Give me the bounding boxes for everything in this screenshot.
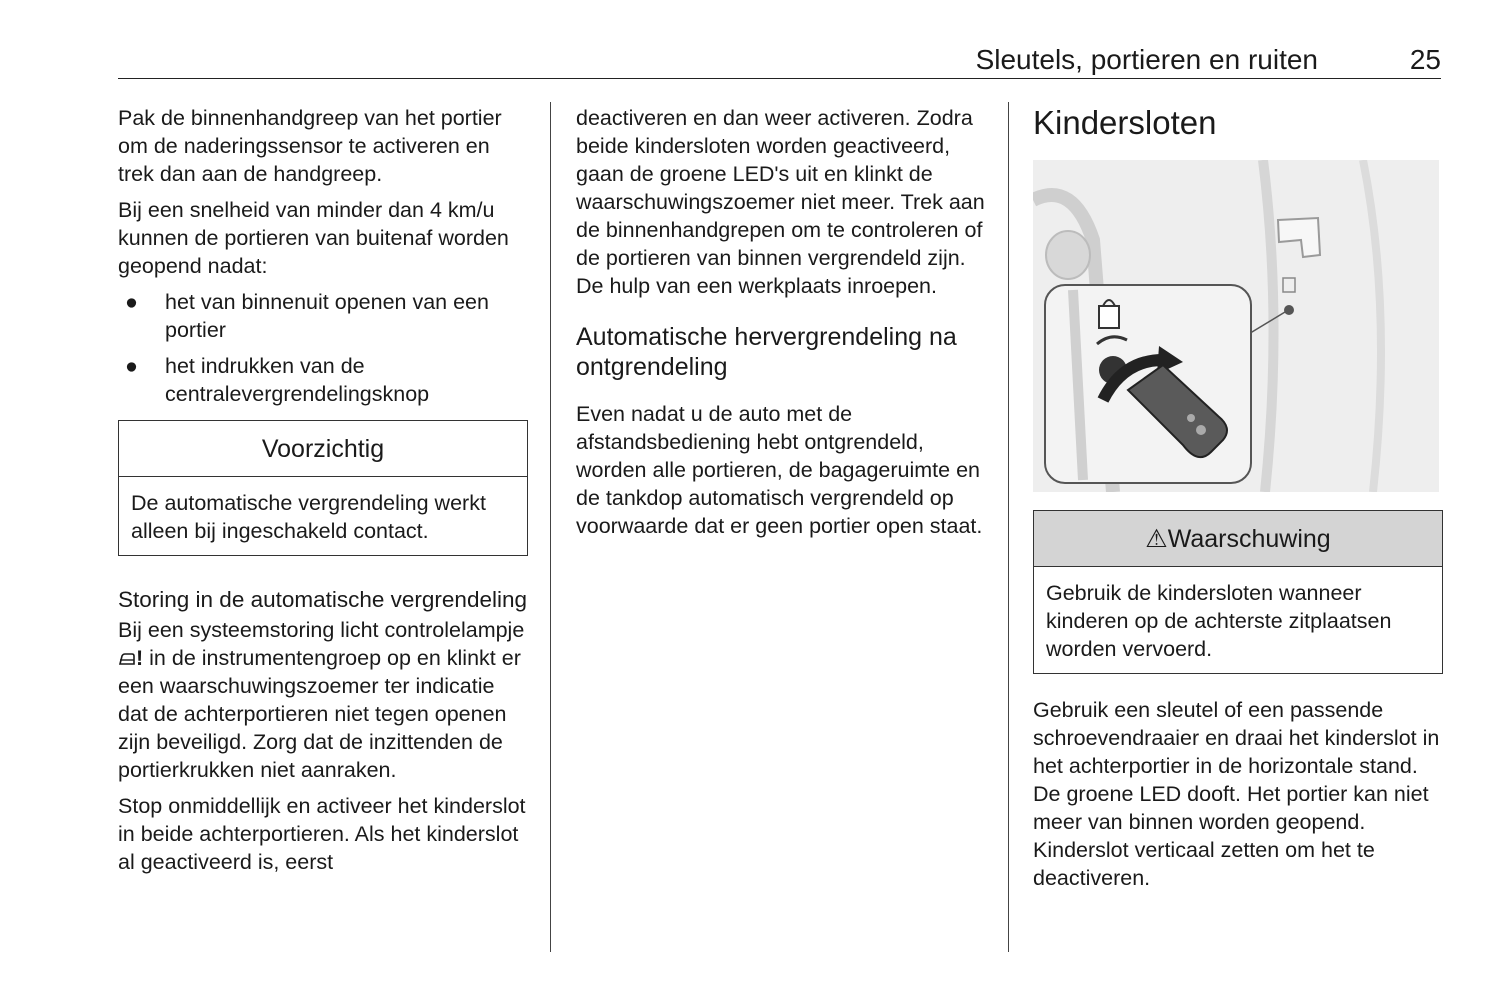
caution-text: De automatische vergrendeling werkt alleen bij ingeschakeld contact. <box>131 491 486 543</box>
bullet-icon: ● <box>125 354 138 378</box>
caution-title: Voorzichtig <box>119 421 527 477</box>
paragraph: Gebruik een sleutel of een passende schroevendraaier en draai het kinderslot in het achterportier in de horizontale stand. De groene LED dooft. Het portier kan niet meer van binnen worden geopend. Kinderslot verticaal zetten om het te deactiveren. <box>1033 698 1440 890</box>
bullet-icon: ● <box>125 290 138 314</box>
paragraph <box>118 616 528 784</box>
warning-lamp-icon <box>118 646 143 670</box>
paragraph: Pak de binnenhandgreep van het portier om de naderingssensor te activeren en trek dan aan de handgreep. <box>118 106 502 186</box>
list-item <box>118 352 528 408</box>
warning-title-row <box>1034 511 1442 567</box>
list-item-text: het van binnenuit openen van een portier <box>165 290 489 342</box>
paragraph: Bij een snelheid van minder dan 4 km/u kunnen de portieren van buitenaf worden geopend nadat: <box>118 198 509 278</box>
column-1 <box>118 104 528 884</box>
paragraph: Stop onmiddellijk en activeer het kinderslot in beide achterportieren. Als het kinderslot al geactiveerd is, eerst <box>118 794 526 874</box>
header-divider <box>118 78 1441 79</box>
page-header-title: Sleutels, portieren en ruiten <box>975 44 1318 75</box>
paragraph-text: Bij een systeemstoring licht controlelampje <box>118 618 525 642</box>
warning-text: Gebruik de kindersloten wanneer kinderen op de achterste zitplaatsen worden vervoerd. <box>1046 581 1392 661</box>
column-divider <box>1008 102 1009 952</box>
column-3 <box>1033 104 1443 900</box>
paragraph: Even nadat u de auto met de afstandsbediening hebt ontgrendeld, worden alle portieren, de bagageruimte en de tankdop automatisch vergrendeld op voorwaarde dat er geen portier open staat. <box>576 402 983 538</box>
warning-triangle-icon: ⚠ <box>1145 525 1168 553</box>
paragraph-text: in de instrumentengroep op en klinkt er een waarschuwingszoemer ter indicatie dat de achterportieren niet tegen openen zijn beveiligd. Zorg dat de inzittenden de portierkrukken niet aanraken. <box>118 646 521 782</box>
section-title: Kindersloten <box>1033 104 1217 141</box>
column-2 <box>576 104 988 548</box>
subheading: Storing in de automatische vergrendeling <box>118 587 527 612</box>
subheading: Automatische hervergrendeling na ontgrendeling <box>576 323 957 381</box>
list-item-text: het indrukken van de centralevergrendelingsknop <box>165 354 430 406</box>
bullet-list <box>118 288 528 408</box>
warning-lamp-symbol: ! <box>136 646 144 670</box>
caution-box <box>118 420 528 556</box>
warning-title: Waarschuwing <box>1167 525 1331 553</box>
child-lock-illustration <box>1033 160 1439 492</box>
page-number: 25 <box>1409 44 1441 75</box>
warning-box <box>1033 510 1443 674</box>
paragraph: deactiveren en dan weer activeren. Zodra beide kindersloten worden geactiveerd, gaan de groene LED's uit en klinkt de waarschuwingszoemer niet meer. Trek aan de binnenhandgrepen om te controleren of de portieren van binnen vergrendeld zijn. De hulp van een werkplaats inroepen. <box>576 106 985 298</box>
column-divider <box>550 102 551 952</box>
list-item <box>118 288 528 344</box>
